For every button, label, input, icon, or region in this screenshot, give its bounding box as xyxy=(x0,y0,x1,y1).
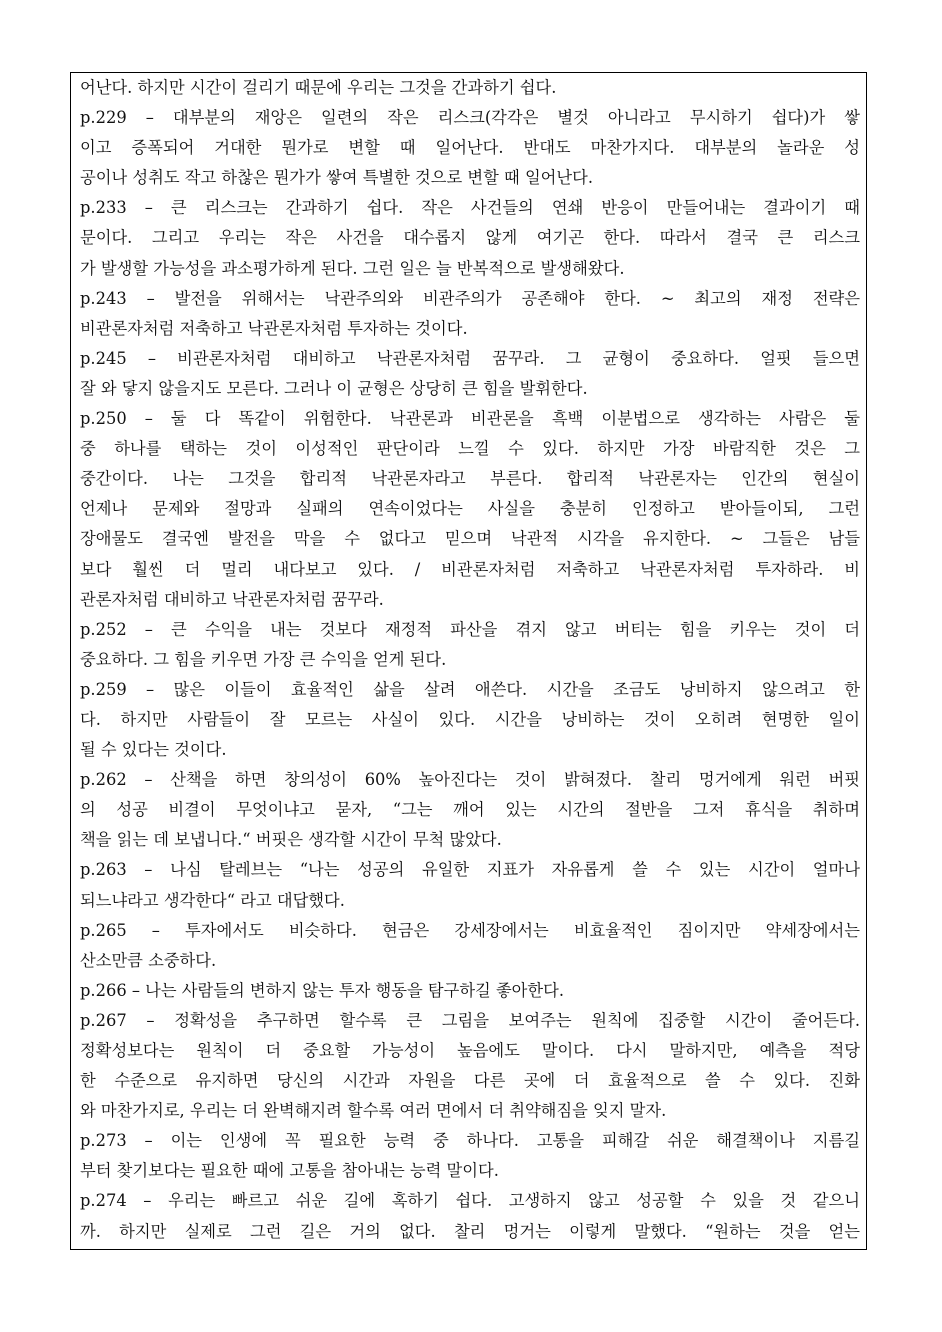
text-line-content: 장애물도 결국엔 발전을 막을 수 없다고 믿으며 낙관적 시각을 유지한다. ~ 그들은 남들 xyxy=(80,529,860,549)
text-line xyxy=(80,1217,860,1247)
text-line xyxy=(80,615,860,645)
text-line xyxy=(80,735,860,765)
text-line-content: 되느냐라고 생각한다“ 라고 대답했다. xyxy=(80,890,345,910)
text-line xyxy=(80,645,860,675)
text-line-content: 중요하다. 그 힘을 키우면 가장 큰 수익을 얻게 된다. xyxy=(80,649,447,669)
text-line-content: 잘 와 닿지 않을지도 모른다. 그러나 이 균형은 상당히 큰 힘을 발휘한다. xyxy=(80,378,588,398)
text-line-content: 보다 훨씬 더 멀리 내다보고 있다. / 비관론자처럼 저축하고 낙관론자처럼 투자하라. 비 xyxy=(80,559,860,579)
text-line xyxy=(80,1186,860,1216)
text-line-content: 부터 찾기보다는 필요한 때에 고통을 참아내는 능력 말이다. xyxy=(80,1161,499,1181)
text-line xyxy=(80,705,860,735)
text-line-content: p.259 – 많은 이들이 효율적인 삶을 살려 애쓴다. 시간을 조금도 낭비하지 않으려고 한 xyxy=(80,679,860,699)
text-line-content: p.250 – 둘 다 똑같이 위험한다. 낙관론과 비관론을 흑백 이분법으로 생각하는 사람은 둘 xyxy=(80,409,860,429)
text-line-content: p.245 – 비관론자처럼 대비하고 낙관론자처럼 꿈꾸라. 그 균형이 중요하다. 얼핏 들으면 xyxy=(80,348,860,368)
text-line-content: 비관론자처럼 저축하고 낙관론자처럼 투자하는 것이다. xyxy=(80,318,468,338)
text-line xyxy=(80,223,860,253)
text-line xyxy=(80,344,860,374)
text-line xyxy=(80,976,860,1006)
text-line xyxy=(80,825,860,855)
text-line xyxy=(80,254,860,284)
text-line xyxy=(80,795,860,825)
text-line-content: p.263 – 나심 탈레브는 “나는 성공의 유일한 지표가 자유롭게 쓸 수 있는 시간이 얼마나 xyxy=(80,860,860,880)
text-line xyxy=(80,1066,860,1096)
text-line-content: 와 마찬가지로, 우리는 더 완벽해지려 할수록 여러 면에서 더 취약해짐을 잊지 말자. xyxy=(80,1101,667,1121)
text-line xyxy=(80,555,860,585)
text-line xyxy=(80,916,860,946)
text-line xyxy=(80,585,860,615)
text-line-content: 까. 하지만 실제로 그런 길은 거의 없다. 찰리 멍거는 이렇게 말했다. “원하는 것을 얻는 xyxy=(80,1221,860,1241)
text-line-content: p.273 – 이는 인생에 꼭 필요한 능력 중 하나다. 고통을 피해갈 쉬운 해결책이나 지름길 xyxy=(80,1131,860,1151)
text-line-content: 다. 하지만 사람들이 잘 모르는 사실이 있다. 시간을 낭비하는 것이 오히려 현명한 일이 xyxy=(80,709,860,729)
text-line-content: 중간이다. 나는 그것을 합리적 낙관론자라고 부른다. 합리적 낙관론자는 인간의 현실이 xyxy=(80,469,860,489)
text-line-content: p.274 – 우리는 빠르고 쉬운 길에 혹하기 쉽다. 고생하지 않고 성공할 수 있을 것 같으니 xyxy=(80,1191,860,1211)
text-line-content: 중 하나를 택하는 것이 이성적인 판단이라 느낄 수 있다. 하지만 가장 바람직한 것은 그 xyxy=(80,439,860,459)
text-line xyxy=(80,434,860,464)
text-line xyxy=(80,855,860,885)
text-line xyxy=(80,73,860,103)
text-line xyxy=(80,464,860,494)
text-line-content: 언제나 문제와 절망과 실패의 연속이었다는 사실을 충분히 인정하고 받아들이되, 그런 xyxy=(80,499,860,519)
text-line-content: p.233 – 큰 리스크는 간과하기 쉽다. 작은 사건들의 연쇄 반응이 만들어내는 결과이기 때 xyxy=(80,198,860,218)
text-line xyxy=(80,886,860,916)
text-line xyxy=(80,374,860,404)
text-line-content: p.266 – 나는 사람들의 변하지 않는 투자 행동을 탐구하길 좋아한다. xyxy=(80,980,565,1000)
text-line-content: 될 수 있다는 것이다. xyxy=(80,740,227,760)
text-line-content: 한 수준으로 유지하면 당신의 시간과 자원을 다른 곳에 더 효율적으로 쓸 수 있다. 진화 xyxy=(80,1071,860,1091)
text-line-content: p.267 – 정확성을 추구하면 할수록 큰 그림을 보여주는 원칙에 집중할 시간이 줄어든다. xyxy=(80,1010,860,1030)
text-line-content: 가 발생할 가능성을 과소평가하게 된다. 그런 일은 늘 반복적으로 발생해왔다. xyxy=(80,258,625,278)
text-line xyxy=(80,284,860,314)
text-line-content: 문이다. 그리고 우리는 작은 사건을 대수롭지 않게 여기곤 한다. 따라서 결국 큰 리스크 xyxy=(80,228,860,248)
text-line-content: 의 성공 비결이 무엇이냐고 묻자, “그는 깨어 있는 시간의 절반을 그저 휴식을 취하며 xyxy=(80,800,860,820)
text-line xyxy=(80,765,860,795)
text-line xyxy=(80,675,860,705)
text-line-content: 관론자처럼 대비하고 낙관론자처럼 꿈꾸라. xyxy=(80,589,384,609)
text-line-content: p.265 – 투자에서도 비슷하다. 현금은 강세장에서는 비효율적인 짐이지만 약세장에서는 xyxy=(80,920,860,940)
document-body xyxy=(80,73,860,1247)
text-line xyxy=(80,193,860,223)
text-line xyxy=(80,494,860,524)
text-line-content: p.252 – 큰 수익을 내는 것보다 재정적 파산을 겪지 않고 버티는 힘을 키우는 것이 더 xyxy=(80,619,860,639)
text-line xyxy=(80,1126,860,1156)
text-line-content: p.243 – 발전을 위해서는 낙관주의와 비관주의가 공존해야 한다. ~ 최고의 재정 전략은 xyxy=(80,288,860,308)
text-line-content: p.262 – 산책을 하면 창의성이 60% 높아진다는 것이 밝혀졌다. 찰리 멍거에게 워런 버핏 xyxy=(80,770,860,790)
text-line xyxy=(80,1096,860,1126)
text-line xyxy=(80,1006,860,1036)
text-line-content: 정확성보다는 원칙이 더 중요할 가능성이 높음에도 말이다. 다시 말하지만, 예측을 적당 xyxy=(80,1041,860,1060)
text-line-content: 어난다. 하지만 시간이 걸리기 때문에 우리는 그것을 간과하기 쉽다. xyxy=(80,78,557,97)
text-line-content: 이고 증폭되어 거대한 뭔가로 변할 때 일어난다. 반대도 마찬가지다. 대부분의 놀라운 성 xyxy=(80,138,860,158)
text-line xyxy=(80,524,860,554)
text-line-content: 산소만큼 소중하다. xyxy=(80,950,217,970)
text-line xyxy=(80,314,860,344)
text-line xyxy=(80,404,860,434)
text-line-content: 공이나 성취도 작고 하찮은 뭔가가 쌓여 특별한 것으로 변할 때 일어난다. xyxy=(80,168,594,188)
text-line-content: p.229 – 대부분의 재앙은 일련의 작은 리스크(각각은 별것 아니라고 무시하기 쉽다)가 쌓 xyxy=(80,108,860,128)
text-line xyxy=(80,133,860,163)
document-frame xyxy=(70,72,867,1250)
text-line xyxy=(80,1156,860,1186)
text-line xyxy=(80,103,860,133)
text-line xyxy=(80,163,860,193)
text-line-content: 책을 읽는 데 보냅니다.“ 버핏은 생각할 시간이 무척 많았다. xyxy=(80,830,502,850)
text-line xyxy=(80,946,860,976)
text-line xyxy=(80,1036,860,1066)
